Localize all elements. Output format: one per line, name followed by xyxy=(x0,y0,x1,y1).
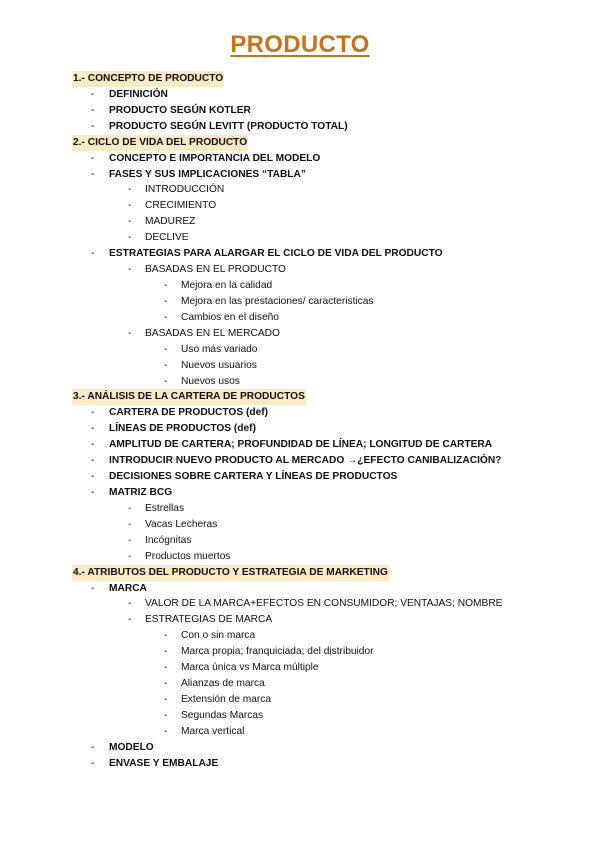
list-item xyxy=(0,230,600,246)
section-heading-text: 1.- CONCEPTO DE PRODUCTO xyxy=(72,71,224,87)
list-item-text: INTRODUCIR NUEVO PRODUCTO AL MERCADO →¿EFECTO CANIBALIZACIÓN? xyxy=(109,455,502,467)
list-item-text: Cambios en el diseño xyxy=(181,311,279,323)
bullet-dash: - xyxy=(164,375,168,387)
bullet-dash: - xyxy=(164,662,168,674)
bullet-dash: - xyxy=(128,200,132,212)
section-heading-text: 2.- CICLO DE VIDA DEL PRODUCTO xyxy=(72,135,248,151)
bullet-dash: - xyxy=(91,741,95,753)
bullet-dash: - xyxy=(91,248,95,260)
list-item-text: BASADAS EN EL PRODUCTO xyxy=(145,264,286,276)
list-item-text: Alianzas de marca xyxy=(181,678,265,690)
list-item xyxy=(0,167,600,183)
bullet-dash: - xyxy=(91,423,95,435)
list-item xyxy=(0,533,600,549)
list-item-text: VALOR DE LA MARCA+EFECTOS EN CONSUMIDOR; VENTAJAS; NOMBRE xyxy=(145,598,503,610)
list-item xyxy=(0,262,600,278)
list-item xyxy=(0,581,600,597)
list-item xyxy=(0,119,600,135)
list-item xyxy=(0,310,600,326)
list-item-text: Productos muertos xyxy=(145,550,231,562)
bullet-dash: - xyxy=(164,725,168,737)
list-item xyxy=(0,358,600,374)
bullet-dash: - xyxy=(128,232,132,244)
list-item-text: Con o sin marca xyxy=(181,630,256,642)
bullet-dash: - xyxy=(128,534,132,546)
list-item-text: CRECIMIENTO xyxy=(145,200,217,212)
list-item-text: FASES Y SUS IMPLICACIONES “TABLA” xyxy=(109,168,306,180)
list-item xyxy=(0,374,600,390)
list-item xyxy=(0,501,600,517)
list-item xyxy=(0,103,600,119)
list-item xyxy=(0,342,600,358)
bullet-dash: - xyxy=(91,439,95,451)
list-item xyxy=(0,405,600,421)
bullet-dash: - xyxy=(164,279,168,291)
list-item-text: Incógnitas xyxy=(145,534,192,546)
list-item-text: Mejora en las prestaciones/ caracteristicas xyxy=(181,295,374,307)
list-item-text: Uso más variado xyxy=(181,343,258,355)
list-item-text: DECISIONES SOBRE CARTERA Y LÍNEAS DE PRODUCTOS xyxy=(109,471,398,483)
bullet-dash: - xyxy=(164,630,168,642)
list-item-text: CONCEPTO E IMPORTANCIA DEL MODELO xyxy=(109,152,321,164)
bullet-dash: - xyxy=(128,502,132,514)
bullet-dash: - xyxy=(164,359,168,371)
bullet-dash: - xyxy=(91,104,95,116)
list-item xyxy=(0,644,600,660)
list-item xyxy=(0,517,600,533)
list-item-text: MARCA xyxy=(109,582,147,594)
list-item-text: Extensión de marca xyxy=(181,693,272,705)
bullet-dash: - xyxy=(128,518,132,530)
bullet-dash: - xyxy=(164,295,168,307)
bullet-dash: - xyxy=(91,407,95,419)
list-item-text: ESTRATEGIAS PARA ALARGAR EL CICLO DE VIDA DEL PRODUCTO xyxy=(109,248,443,260)
list-item-text: Nuevos usuarios xyxy=(181,359,257,371)
list-item xyxy=(0,469,600,485)
bullet-dash: - xyxy=(128,598,132,610)
bullet-dash: - xyxy=(164,678,168,690)
list-item xyxy=(0,198,600,214)
bullet-dash: - xyxy=(91,168,95,180)
section-heading xyxy=(0,135,600,151)
list-item xyxy=(0,708,600,724)
list-item xyxy=(0,453,600,469)
bullet-dash: - xyxy=(128,550,132,562)
list-item xyxy=(0,182,600,198)
list-item xyxy=(0,660,600,676)
section-heading-text: 4.- ATRIBUTOS DEL PRODUCTO Y ESTRATEGIA DE MARKETING xyxy=(72,565,389,581)
outline-list xyxy=(0,71,600,772)
bullet-dash: - xyxy=(91,152,95,164)
list-item xyxy=(0,87,600,103)
list-item xyxy=(0,692,600,708)
section-heading-text: 3.- ANÁLISIS DE LA CARTERA DE PRODUCTOS xyxy=(72,389,306,405)
bullet-dash: - xyxy=(91,757,95,769)
list-item xyxy=(0,151,600,167)
section-heading xyxy=(0,71,600,87)
list-item-text: MADUREZ xyxy=(145,216,196,228)
section-heading xyxy=(0,565,600,581)
list-item-text: Mejora en la calidad xyxy=(181,279,273,291)
list-item-text: BASADAS EN EL MERCADO xyxy=(145,327,280,339)
bullet-dash: - xyxy=(91,486,95,498)
list-item xyxy=(0,628,600,644)
list-item xyxy=(0,596,600,612)
list-item xyxy=(0,246,600,262)
page-title: PRODUCTO xyxy=(230,31,370,58)
bullet-dash: - xyxy=(164,311,168,323)
bullet-dash: - xyxy=(91,455,95,467)
list-item xyxy=(0,612,600,628)
list-item-text: ENVASE Y EMBALAJE xyxy=(109,757,219,769)
bullet-dash: - xyxy=(128,614,132,626)
bullet-dash: - xyxy=(91,120,95,132)
list-item xyxy=(0,724,600,740)
list-item-text: Marca propia; franquiciada; del distribuidor xyxy=(181,646,374,658)
list-item-text: MODELO xyxy=(109,741,154,753)
list-item-text: DECLIVE xyxy=(145,232,189,244)
list-item-text: PRODUCTO SEGÚN LEVITT (PRODUCTO TOTAL) xyxy=(109,120,348,132)
bullet-dash: - xyxy=(128,264,132,276)
list-item-text: MATRIZ BCG xyxy=(109,486,173,498)
list-item-text: LÍNEAS DE PRODUCTOS (def) xyxy=(109,423,256,435)
bullet-dash: - xyxy=(128,216,132,228)
list-item xyxy=(0,485,600,501)
section-heading xyxy=(0,389,600,405)
list-item xyxy=(0,676,600,692)
bullet-dash: - xyxy=(128,184,132,196)
list-item-text: Estrellas xyxy=(145,502,185,514)
list-item-text: DEFINICIÓN xyxy=(109,88,168,100)
list-item xyxy=(0,278,600,294)
list-item xyxy=(0,326,600,342)
list-item xyxy=(0,214,600,230)
list-item-text: Segundas Marcas xyxy=(181,709,264,721)
bullet-dash: - xyxy=(164,709,168,721)
bullet-dash: - xyxy=(91,471,95,483)
bullet-dash: - xyxy=(164,343,168,355)
bullet-dash: - xyxy=(164,646,168,658)
list-item xyxy=(0,421,600,437)
list-item-text: ESTRATEGIAS DE MARCA xyxy=(145,614,273,626)
list-item-text: Marca única vs Marca múltiple xyxy=(181,662,319,674)
list-item xyxy=(0,756,600,772)
list-item xyxy=(0,549,600,565)
list-item xyxy=(0,740,600,756)
list-item-text: Marca vertical xyxy=(181,725,245,737)
bullet-dash: - xyxy=(91,88,95,100)
bullet-dash: - xyxy=(91,582,95,594)
bullet-dash: - xyxy=(164,693,168,705)
list-item-text: Nuevos usos xyxy=(181,375,240,387)
list-item-text: PRODUCTO SEGÚN KOTLER xyxy=(109,104,251,116)
bullet-dash: - xyxy=(128,327,132,339)
list-item xyxy=(0,437,600,453)
list-item-text: Vacas Lecheras xyxy=(145,518,218,530)
list-item xyxy=(0,294,600,310)
list-item-text: CARTERA DE PRODUCTOS (def) xyxy=(109,407,269,419)
list-item-text: INTRODUCCIÓN xyxy=(145,184,225,196)
list-item-text: AMPLITUD DE CARTERA; PROFUNDIDAD DE LÍNEA; LONGITUD DE CARTERA xyxy=(109,439,493,451)
